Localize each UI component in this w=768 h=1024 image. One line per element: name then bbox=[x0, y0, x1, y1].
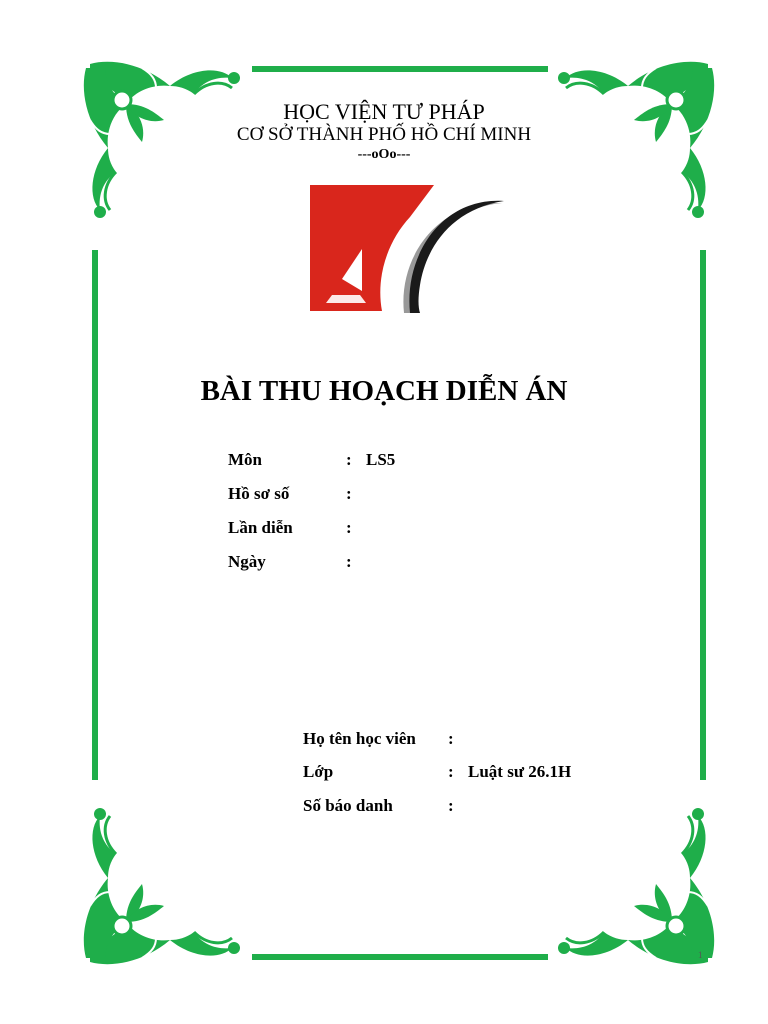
detail-colon: : bbox=[346, 518, 352, 537]
branch-name: CƠ SỞ THÀNH PHỐ HỒ CHÍ MINH bbox=[236, 124, 532, 145]
institution-name: HỌC VIỆN TƯ PHÁP bbox=[283, 99, 485, 124]
page-number: 1 bbox=[698, 950, 703, 960]
student-value: Luật sư 26.1H bbox=[468, 762, 572, 781]
student-colon: : bbox=[448, 762, 454, 781]
border-bottom-line bbox=[252, 954, 548, 960]
detail-label: Ngày bbox=[228, 552, 266, 571]
document-header bbox=[0, 100, 768, 164]
detail-colon: : bbox=[346, 552, 352, 571]
student-colon: : bbox=[448, 796, 454, 815]
student-label: Lớp bbox=[303, 762, 334, 781]
student-colon: : bbox=[448, 729, 454, 748]
student-label: Họ tên học viên bbox=[303, 729, 416, 748]
detail-value: LS5 bbox=[366, 450, 396, 469]
detail-label: Lần diễn bbox=[228, 518, 293, 537]
corner-ornament-bottom-left bbox=[84, 808, 240, 964]
detail-label: Hồ sơ số bbox=[228, 484, 290, 503]
student-label: Số báo danh bbox=[303, 796, 393, 815]
border-right-line bbox=[700, 250, 706, 780]
document-title: BÀI THU HOẠCH DIỄN ÁN bbox=[200, 375, 568, 407]
academy-logo bbox=[306, 183, 506, 315]
border-top-line bbox=[252, 66, 548, 72]
detail-label: Môn bbox=[228, 450, 262, 469]
corner-ornament-bottom-right bbox=[558, 808, 714, 964]
separator: ---oOo--- bbox=[357, 147, 411, 162]
border-left-line bbox=[92, 250, 98, 780]
detail-colon: : bbox=[346, 450, 352, 469]
detail-colon: : bbox=[346, 484, 352, 503]
